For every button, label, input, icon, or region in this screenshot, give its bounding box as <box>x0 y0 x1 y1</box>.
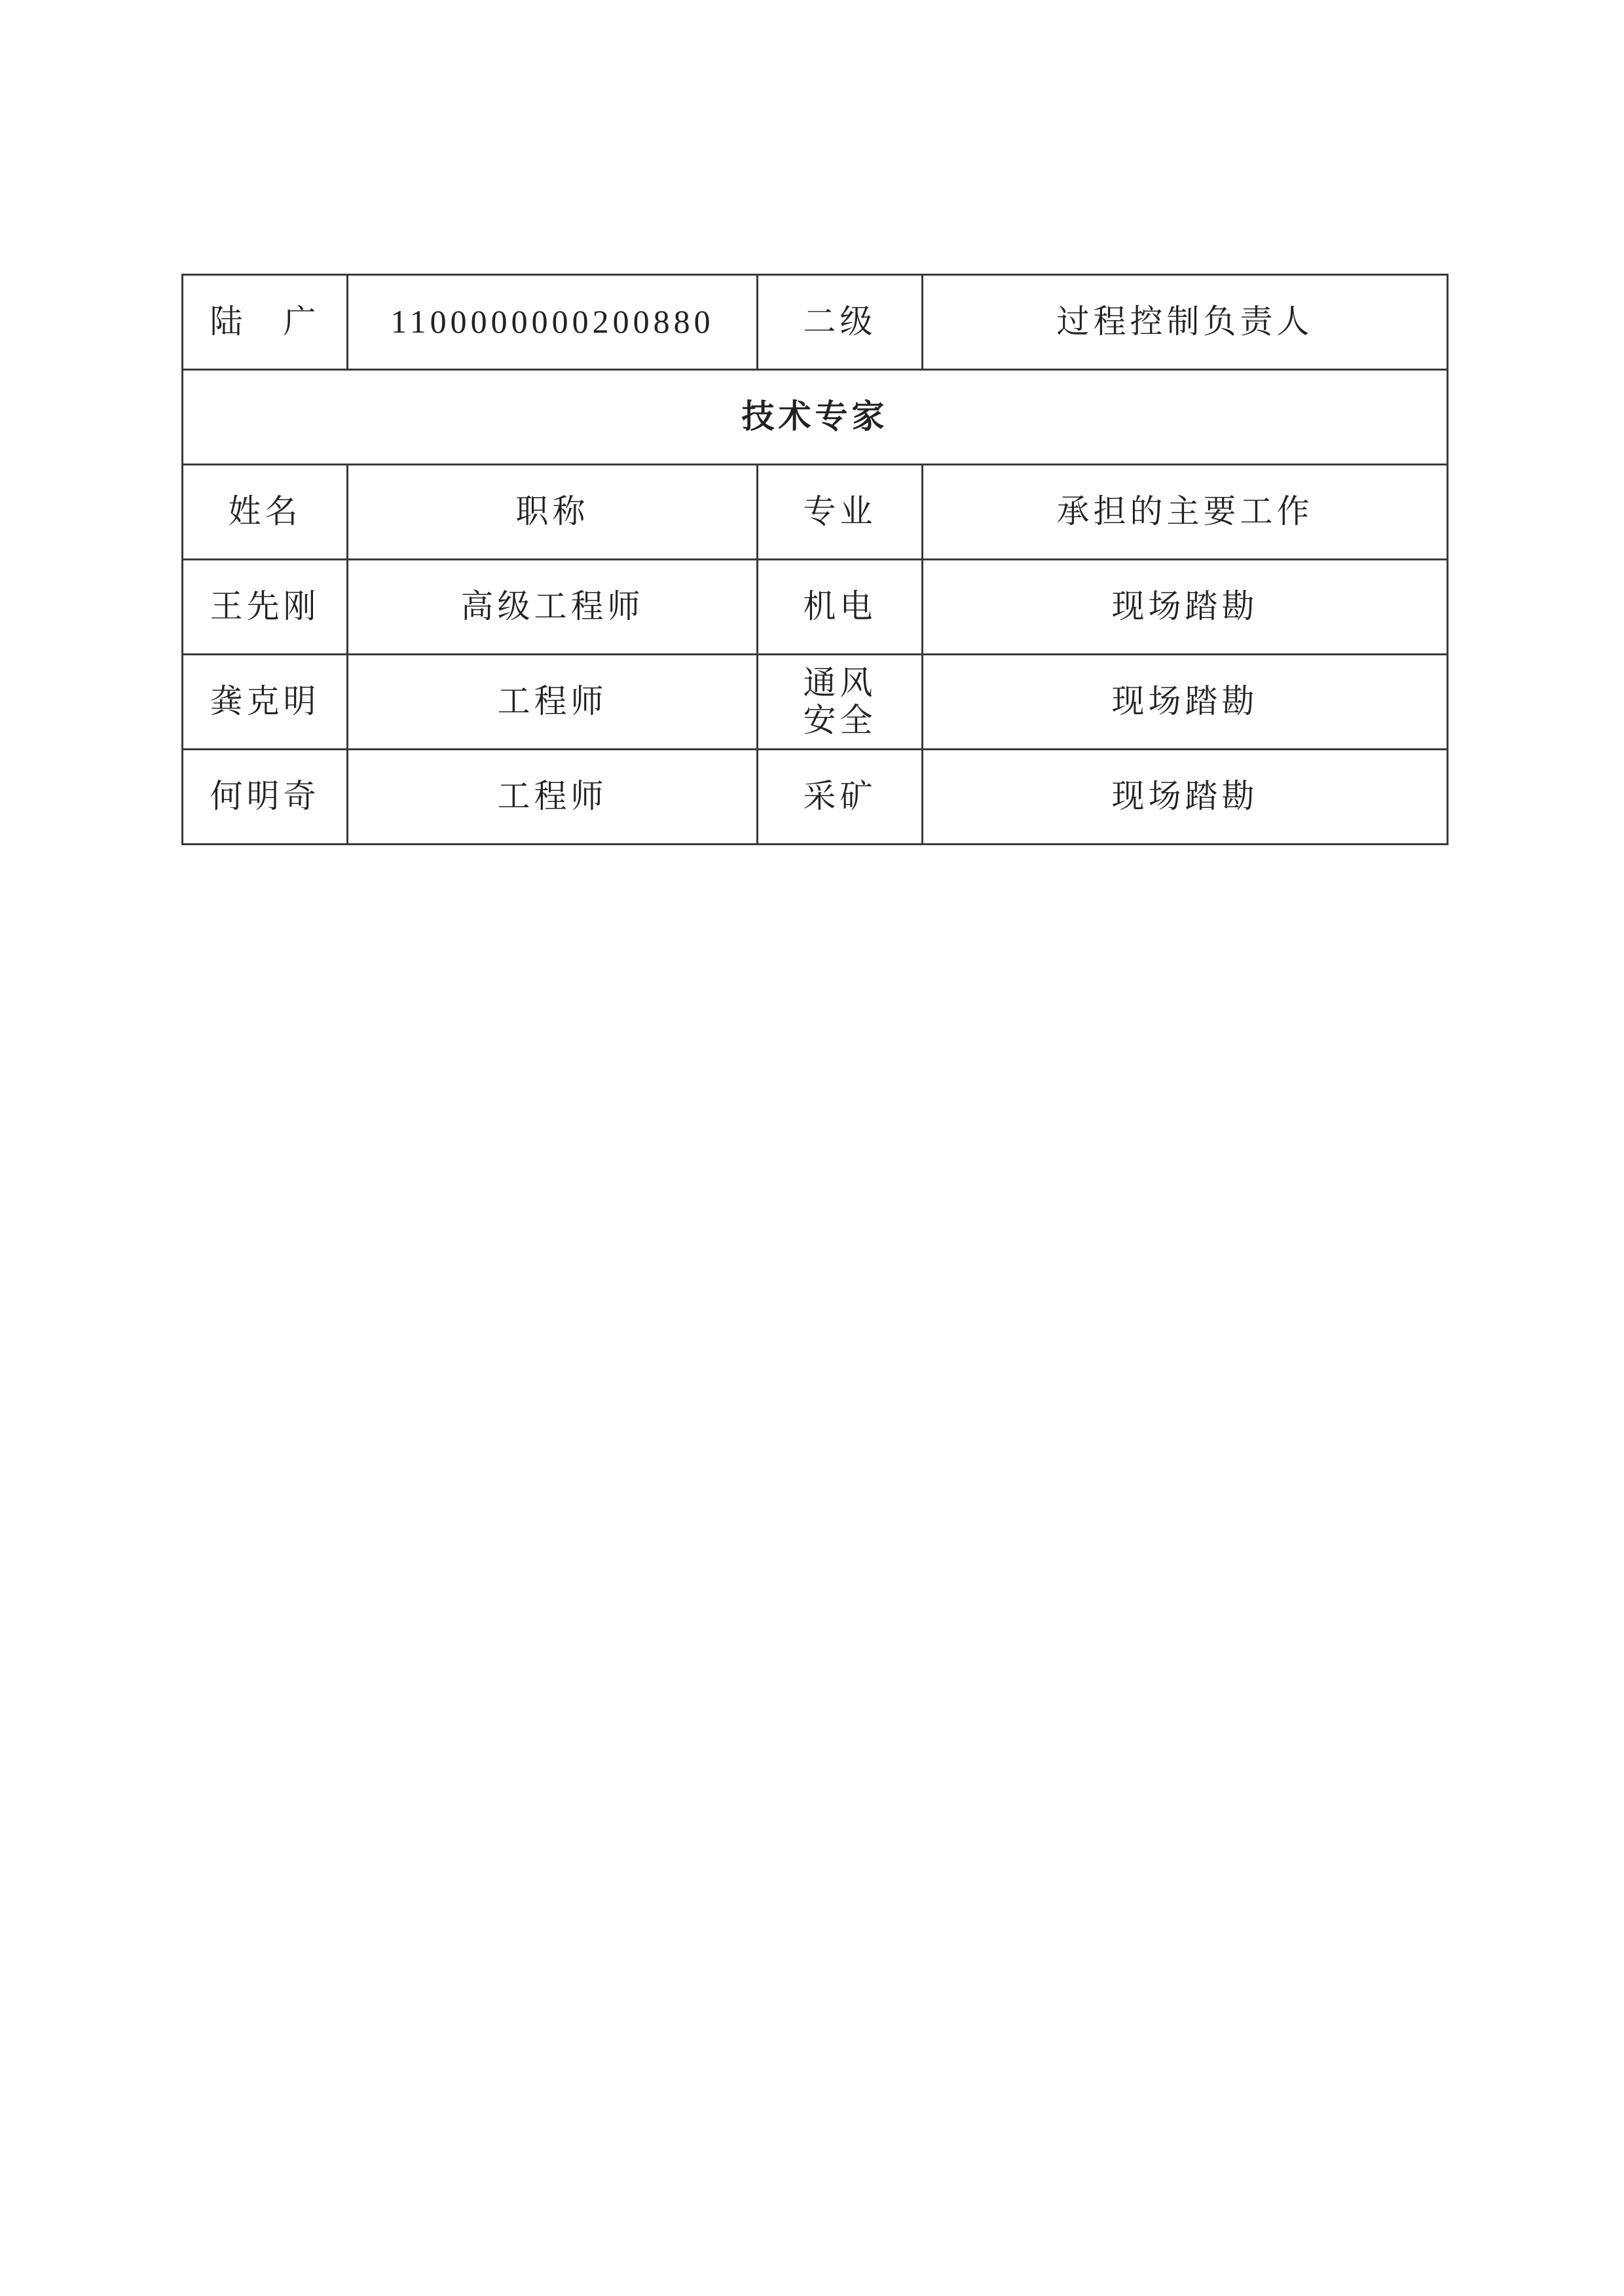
section-title: 技术专家 <box>183 370 1448 465</box>
expert-name: 龚克明 <box>183 655 348 750</box>
top-row-id-number: 1100000000200880 <box>348 275 758 370</box>
table-row <box>183 655 1448 750</box>
header-name: 姓名 <box>183 465 348 560</box>
top-row-level: 二级 <box>758 275 923 370</box>
expert-title: 工程师 <box>348 750 758 845</box>
expert-specialty <box>758 750 923 845</box>
expert-specialty-line: 安全 <box>803 701 877 739</box>
expert-specialty <box>758 560 923 655</box>
table-row <box>183 560 1448 655</box>
expert-work: 现场踏勘 <box>923 560 1448 655</box>
expert-specialty-line: 通风 <box>803 663 877 702</box>
header-title: 职称 <box>348 465 758 560</box>
expert-specialty <box>758 655 923 750</box>
section-heading-row <box>183 370 1448 465</box>
expert-title: 高级工程师 <box>348 560 758 655</box>
top-row-role: 过程控制负责人 <box>923 275 1448 370</box>
header-specialty: 专业 <box>758 465 923 560</box>
table-row-top <box>183 275 1448 370</box>
expert-specialty-line: 采矿 <box>803 777 877 816</box>
expert-name: 何明奇 <box>183 750 348 845</box>
table-row <box>183 750 1448 845</box>
expert-name: 王先刚 <box>183 560 348 655</box>
header-main-work: 承担的主要工作 <box>923 465 1448 560</box>
personnel-table <box>181 274 1449 845</box>
expert-work: 现场踏勘 <box>923 655 1448 750</box>
table-header-row <box>183 465 1448 560</box>
top-row-name: 陆 广 <box>183 275 348 370</box>
expert-title: 工程师 <box>348 655 758 750</box>
expert-specialty-line: 机电 <box>803 587 877 626</box>
expert-work: 现场踏勘 <box>923 750 1448 845</box>
